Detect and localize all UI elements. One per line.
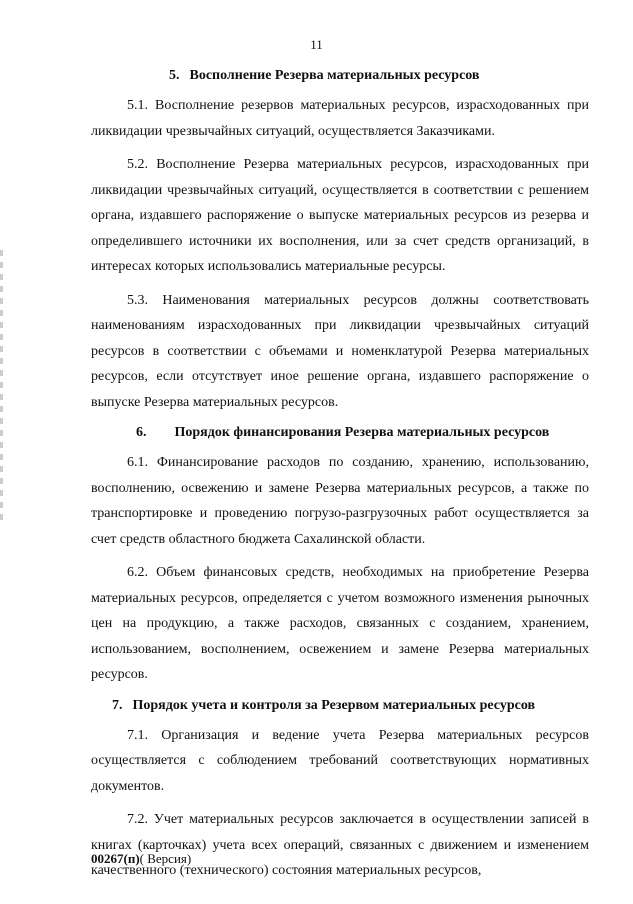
section-number: 6. (136, 425, 147, 440)
section-number: 5. (169, 68, 180, 83)
section-heading-6 (91, 423, 589, 442)
paragraph-number: 6.1. (127, 455, 148, 470)
paragraph-7-2 (91, 807, 589, 884)
paragraph-6-2 (91, 560, 589, 688)
paragraph-number: 5.1. (127, 98, 148, 113)
paragraph-5-1 (91, 93, 589, 144)
paragraph-text: Организация и ведение учета Резерва материальных ресурсов осуществляется с соблюдением требований соответствующих нормативных документов. (91, 727, 589, 794)
scan-margin-marks (0, 250, 3, 520)
document-version: ( Версия) (139, 851, 192, 866)
paragraph-number: 5.2. (127, 157, 148, 172)
paragraph-number: 6.2. (127, 565, 148, 580)
paragraph-text: Объем финансовых средств, необходимых на приобретение Резерва материальных ресурсов, определяется с учетом возможного изменения рыночных цен на продукцию, а также расходов, связанных с созданием, хранением, использованием, восполнением, освежением и замене Резерва материальных ресурсов. (91, 565, 590, 682)
paragraph-text: Восполнение Резерва материальных ресурсов, израсходованных при ликвидации чрезвычайных ситуаций, осуществляется в соответствии с решением органа, издавшего распоряжение о выпуске материальных ресурсов из резерва и определившего источники их восполнения, или за счет средств организаций, в интересах которых использовались материальные ресурсы. (91, 157, 589, 274)
paragraph-text: Восполнение резервов материальных ресурсов, израсходованных при ликвидации чрезвычайных ситуаций, осуществляется Заказчиками. (91, 98, 590, 139)
paragraph-7-1 (91, 723, 589, 800)
section-title: Порядок учета и контроля за Резервом материальных ресурсов (132, 697, 536, 713)
paragraph-text: Финансирование расходов по созданию, хранению, использованию, восполнению, освежению и замене Резерва материальных ресурсов, а также по транспортировке и проведению погрузо-разгрузочных работ осуществляется за счет средств областного бюджета Сахалинской области. (91, 455, 589, 547)
section-heading-7 (91, 696, 589, 715)
document-body (91, 66, 589, 892)
paragraph-number: 5.3. (127, 292, 148, 308)
paragraph-5-3 (91, 288, 589, 416)
section-heading-5 (91, 66, 589, 85)
section-title: Восполнение Резерва материальных ресурсов (189, 68, 480, 83)
page-number: 11 (310, 37, 323, 52)
section-title: Порядок финансирования Резерва материальных ресурсов (174, 425, 550, 440)
paragraph-text: Учет материальных ресурсов заключается в осуществлении записей в книгах (карточках) учета всех операций, связанных с движением и изменением качественного (технического) состояния материальных ресурсов, (91, 812, 589, 878)
paragraph-5-2 (91, 152, 589, 280)
paragraph-6-1 (91, 450, 589, 552)
paragraph-text: Наименования материальных ресурсов должны соответствовать наименованиям израсходованных при ликвидации чрезвычайных ситуаций ресурсов в соответствии с объемами и номенклатурой Резерва материальных ресурсов, если отсутствует иное решение органа, издавшего распоряжение о выпуске Резерва материальных ресурсов. (91, 292, 589, 410)
paragraph-number: 7.2. (127, 812, 148, 827)
paragraph-number: 7.1. (127, 727, 148, 743)
document-code: 00267(п) (91, 851, 140, 866)
section-number: 7. (112, 697, 123, 713)
document-footer (91, 851, 191, 867)
